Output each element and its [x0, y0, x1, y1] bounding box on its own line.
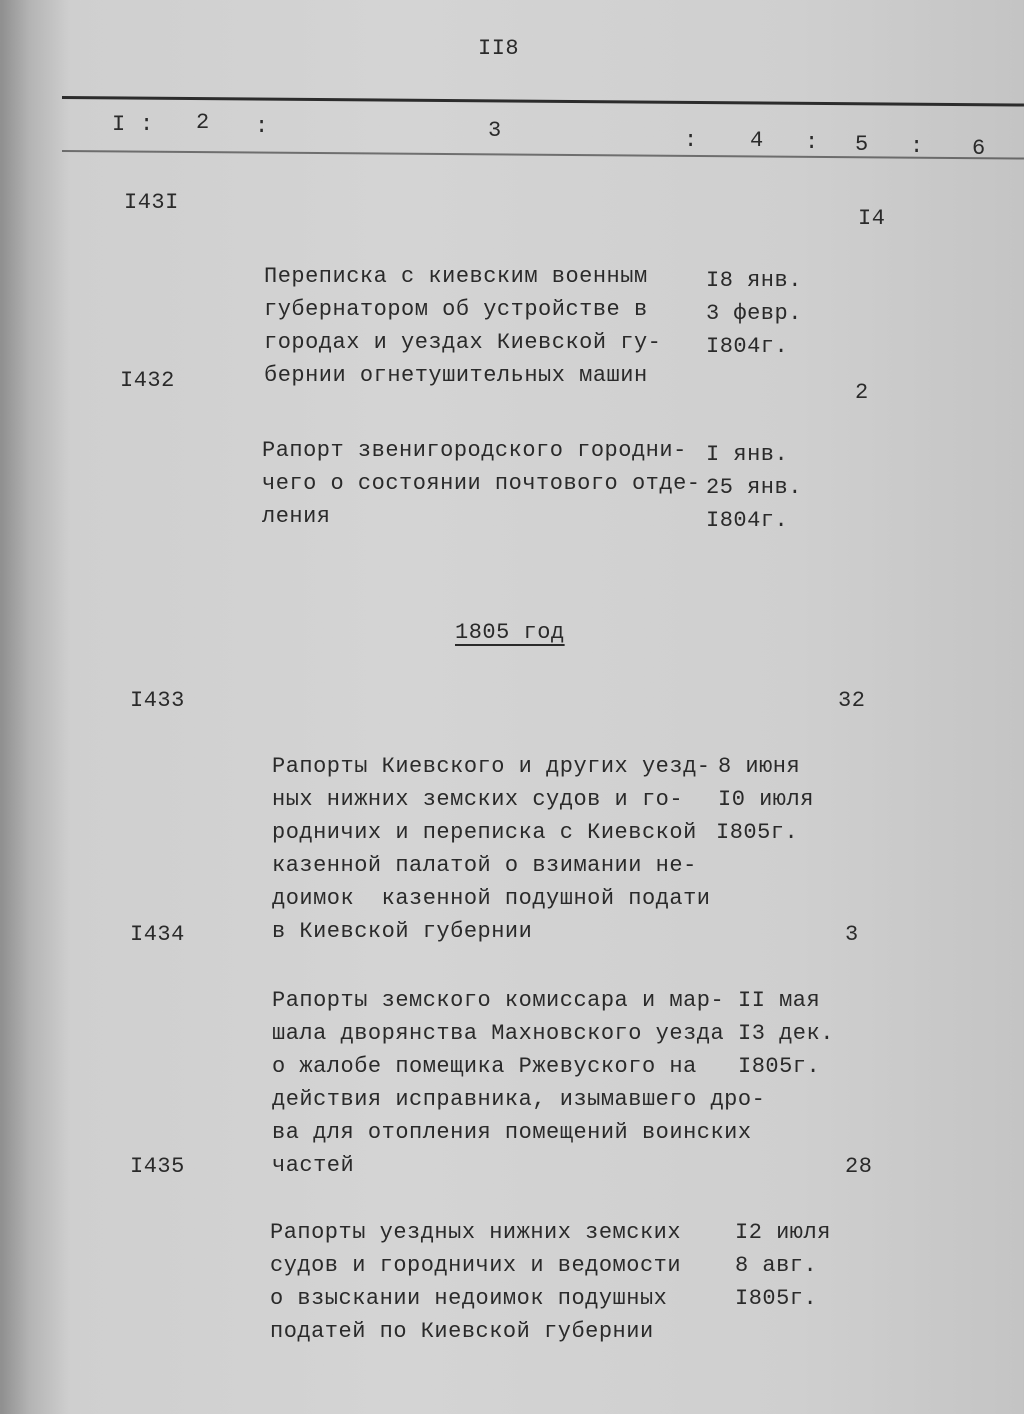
entry-number: I434 — [130, 922, 185, 947]
text-line: бернии огнетушительных машин — [264, 363, 648, 388]
entry-sheets: 2 — [855, 380, 869, 405]
text-line: действия исправника, изымавшего дро- — [272, 1087, 766, 1112]
date-line: I2 июля — [735, 1220, 831, 1245]
entry-dates — [706, 372, 802, 603]
separator: : — [805, 130, 819, 155]
separator: : — [140, 112, 154, 137]
date-line: I805г. — [716, 820, 799, 845]
text-line: податей по Киевской губернии — [270, 1319, 654, 1344]
date-line: I3 дек. — [738, 1021, 834, 1046]
text-line: Рапорты Киевского и других уезд- — [272, 754, 711, 779]
date-line: 25 янв. — [706, 475, 802, 500]
date-line: II мая — [738, 988, 821, 1013]
entry-sheets: I4 — [858, 206, 886, 231]
date-line: I0 июля — [718, 787, 814, 812]
date-line: I янв. — [706, 442, 789, 467]
date-line: I805г. — [738, 1054, 821, 1079]
text-line: о жалобе помещика Ржевуского на — [272, 1054, 697, 1079]
text-line: ных нижних земских судов и го- — [272, 787, 684, 812]
date-line: 8 авг. — [735, 1253, 818, 1278]
date-line: I805г. — [735, 1286, 818, 1311]
text-line: ва для отопления помещений воинских — [272, 1120, 752, 1145]
text-line: Переписка с киевским военным — [264, 264, 648, 289]
date-line: 3 февр. — [706, 301, 802, 326]
text-line: городах и уездах Киевской гу- — [264, 330, 662, 355]
entry-number: I435 — [130, 1154, 185, 1179]
header-top-rule — [62, 96, 1024, 107]
entry-sheets: 28 — [845, 1154, 873, 1179]
page-number: II8 — [478, 36, 520, 61]
text-line: судов и городничих и ведомости — [270, 1253, 682, 1278]
column-3-label: 3 — [488, 118, 502, 143]
entry-sheets: 32 — [838, 688, 866, 713]
separator: : — [910, 134, 924, 159]
text-line: Рапорты земского комиссара и мар- — [272, 988, 725, 1013]
text-line: губернатором об устройстве в — [264, 297, 648, 322]
column-6-label: 6 — [972, 136, 986, 161]
column-1-label: I — [112, 112, 126, 137]
column-2-label: 2 — [196, 110, 210, 135]
column-5-label: 5 — [855, 132, 869, 157]
text-line: ления — [262, 504, 331, 529]
text-line: чего о состоянии почтового отде- — [262, 471, 701, 496]
entry-number: I43I — [124, 190, 179, 215]
text-line: родничих и переписка с Киевской — [272, 820, 697, 845]
separator: : — [255, 114, 269, 139]
entry-dates — [718, 684, 814, 915]
text-line: Рапорты уездных нижних земских — [270, 1220, 682, 1245]
entry-description — [270, 1150, 681, 1414]
text-line: доимок казенной подушной подати — [272, 886, 711, 911]
date-line: I804г. — [706, 508, 789, 533]
header-bottom-rule — [62, 150, 1024, 160]
section-year-heading: 1805 год — [455, 620, 565, 645]
entry-dates — [738, 918, 834, 1149]
text-line: Рапорт звенигородского городни- — [262, 438, 687, 463]
entry-number: I433 — [130, 688, 185, 713]
entry-dates — [735, 1150, 831, 1381]
separator: : — [684, 128, 698, 153]
text-line: о взыскании недоимок подушных — [270, 1286, 668, 1311]
date-line: I8 янв. — [706, 268, 802, 293]
text-line: в Киевской губернии — [272, 919, 533, 944]
text-line: частей — [272, 1153, 355, 1178]
text-line: шала дворянства Махновского уезда — [272, 1021, 725, 1046]
date-line: I804г. — [706, 334, 789, 359]
entry-description — [262, 368, 700, 599]
entry-sheets: 3 — [845, 922, 859, 947]
text-line: казенной палатой о взимании не- — [272, 853, 697, 878]
entry-number: I432 — [120, 368, 175, 393]
column-4-label: 4 — [750, 128, 764, 153]
date-line: 8 июня — [718, 754, 801, 779]
